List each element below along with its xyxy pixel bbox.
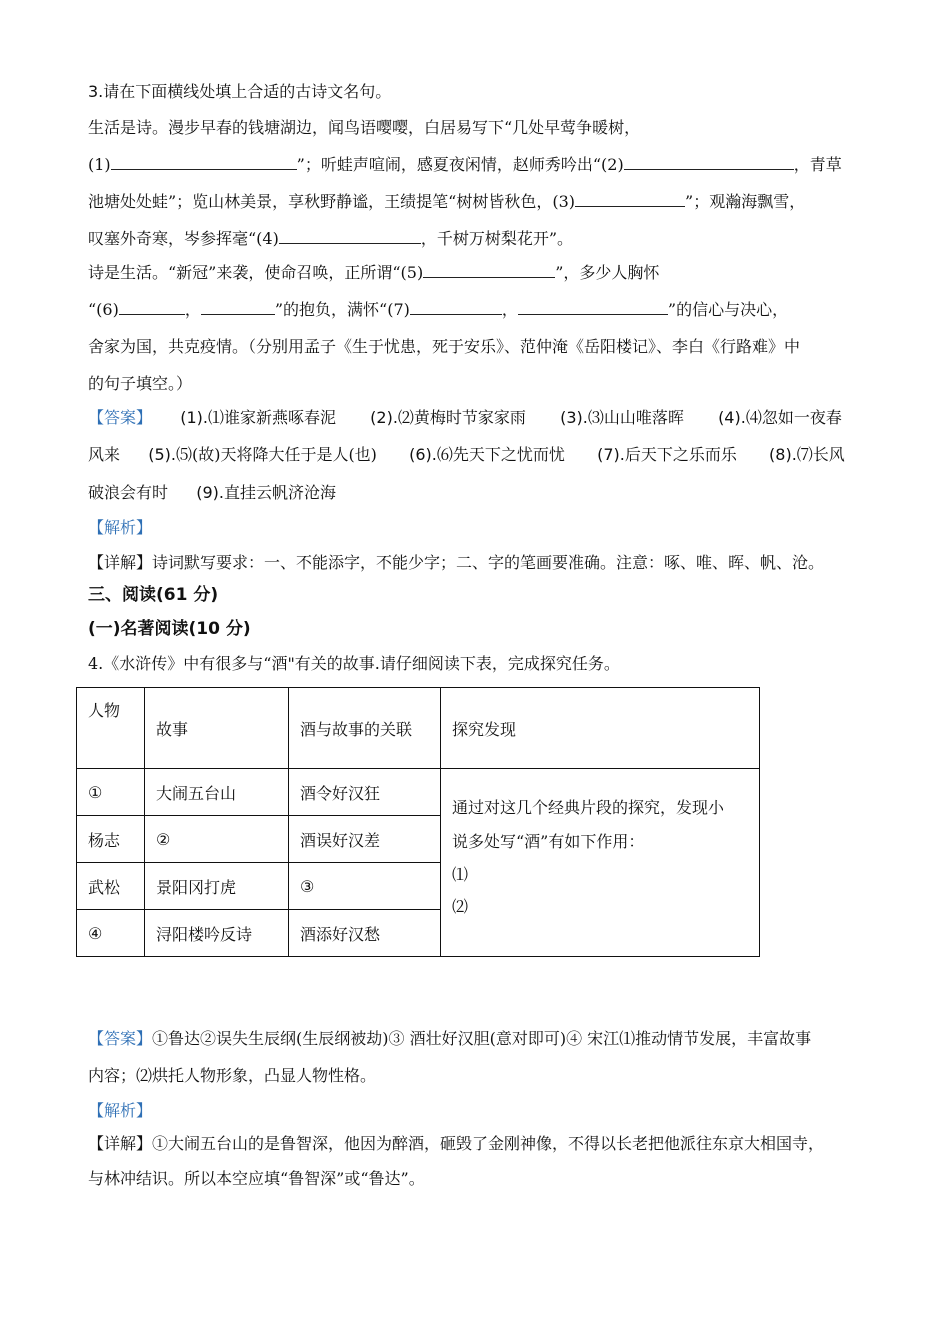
answer-num: (4). (718, 408, 746, 427)
answer-label: 【答案】 (88, 408, 153, 427)
q3-line-6-e: ”的信心与决心， (667, 300, 789, 319)
cell-story: 景阳冈打虎 (145, 863, 289, 910)
cell-relation: 酒令好汉狂 (289, 769, 441, 816)
q3-line-3-start: 池塘处处蛙”；览山林美景，享秋野静谧，王绩提笔“树树皆秋色，(3) (88, 192, 576, 211)
q3-answer-line-3 (88, 482, 336, 504)
blank-1[interactable] (111, 154, 297, 170)
q3-line-4-end: ，千树万树梨花开”。 (420, 229, 574, 248)
answer-num: (9). (196, 483, 224, 502)
q4-detail-line-2: 与林冲结识。所以本空应填“鲁智深”或“鲁达”。 (88, 1169, 425, 1188)
q3-line-6-c: ”的抱负，满怀“(7) (274, 300, 410, 319)
answer-text: 破浪会有时 (88, 483, 169, 502)
cell-relation: 酒误好汉差 (289, 816, 441, 863)
q3-line-7: 舍家为国，共克疫情。（分别用孟子《生于忧患，死于安乐》、范仲淹《岳阳楼记》、李白《行路难》中 (88, 337, 801, 356)
answer-num: (1). (180, 408, 208, 427)
cell-character: ① (77, 769, 145, 816)
answer-text: 风来 (88, 445, 121, 464)
table-row (77, 769, 760, 816)
table-header-row (77, 688, 760, 769)
answer-text: ⑷忽如一夜春 (745, 408, 842, 427)
q3-line-8: 的句子填空。） (88, 374, 193, 393)
header-findings: 探究发现 (441, 688, 760, 769)
q3-p2-start: 诗是生活。“新冠”来袭，使命召唤，正所谓“(5) (88, 263, 424, 282)
q3-line-6-d: ， (501, 300, 518, 319)
cell-character: 武松 (77, 863, 145, 910)
blank-7b[interactable] (518, 299, 668, 315)
blank-3[interactable] (575, 191, 685, 207)
q3-p2-end: ”，多少人胸怀 (555, 263, 660, 282)
answer-text: ⑺长风 (796, 445, 845, 464)
finding-line: ⑴ (452, 865, 469, 884)
blank-6a[interactable] (119, 299, 185, 315)
answer-num: (5). (148, 445, 176, 464)
header-character: 人物 (77, 688, 145, 769)
exploration-table (76, 687, 760, 957)
section-heading-reading: 三、阅读(61 分) (88, 585, 219, 605)
finding-line: ⑵ (452, 897, 469, 916)
answer-text: ⑴谁家新燕啄春泥 (207, 408, 336, 427)
cell-relation: ③ (289, 863, 441, 910)
blank-6b[interactable] (201, 299, 275, 315)
q4-title: 4.《水浒传》中有很多与“酒"有关的故事.请仔细阅读下表，完成探究任务。 (88, 654, 620, 673)
section-heading-classics: (一)名著阅读(10 分) (88, 619, 251, 639)
answer-num: (7). (597, 445, 625, 464)
q3-line-2-end: ，青草 (793, 155, 842, 174)
cell-story: 大闹五台山 (145, 769, 289, 816)
q3-answer-line-2 (88, 444, 845, 466)
q3-line-6 (88, 299, 788, 321)
q3-line-2-mid: ”；听蛙声喧闹，感夏夜闲情，赵师秀吟出“(2) (296, 155, 624, 174)
q3-line-3-end: ”；观瀚海飘雪， (685, 192, 806, 211)
q3-paragraph-1: 生活是诗。漫步早春的钱塘湖边，闻鸟语嘤嘤，白居易写下“几处早莺争暖树， (88, 118, 641, 137)
answer-text: ⑵黄梅时节家家雨 (397, 408, 526, 427)
q3-line-4-start: 叹塞外奇寒，岑参挥毫“(4) (88, 229, 279, 248)
answer-num: (2). (370, 408, 398, 427)
cell-character: ④ (77, 910, 145, 957)
finding-line: 通过对这几个经典片段的探究，发现小 (452, 798, 725, 817)
answer-text: ⑹先天下之忧而忧 (436, 445, 565, 464)
q3-line-3 (88, 191, 805, 213)
cell-findings (441, 769, 760, 957)
q4-answer-line-2: 内容；⑵烘托人物形象，凸显人物性格。 (88, 1066, 377, 1085)
blank-1-label: (1) (88, 155, 111, 174)
blank-7a[interactable] (410, 299, 502, 315)
q4-detail-line-1 (88, 1133, 824, 1155)
answer-num: (8). (769, 445, 797, 464)
answer-num: (6). (409, 445, 437, 464)
answer-text: 直挂云帆济沧海 (223, 483, 336, 502)
blank-5[interactable] (423, 262, 555, 278)
q4-analysis-label: 【解析】 (88, 1101, 153, 1120)
q3-detail (88, 552, 824, 574)
cell-relation: 酒添好汉愁 (289, 910, 441, 957)
q3-paragraph-2 (88, 262, 659, 284)
cell-character: 杨志 (77, 816, 145, 863)
q3-line-6-a: “(6) (88, 300, 119, 319)
blank-2[interactable] (624, 154, 794, 170)
q4-answer-line-1 (88, 1028, 811, 1050)
blank-4[interactable] (279, 228, 421, 244)
finding-line: 说多处写“酒”有如下作用： (452, 832, 645, 851)
q3-answer-line-1 (88, 407, 842, 429)
q3-line-2 (88, 154, 842, 176)
q3-analysis-label: 【解析】 (88, 518, 153, 537)
cell-story: 浔阳楼吟反诗 (145, 910, 289, 957)
detail-label: 【详解】 (88, 1134, 153, 1153)
answer-num: (3). (560, 408, 588, 427)
answer-text: ⑸(故)天将降大任于是人(也) (175, 445, 377, 464)
q3-line-6-b: ， (184, 300, 201, 319)
answer-text: ⑶山山唯落晖 (587, 408, 684, 427)
answer-text: 后天下之乐而乐 (624, 445, 737, 464)
header-story: 故事 (145, 688, 289, 769)
answer-label: 【答案】 (88, 1029, 153, 1048)
cell-story: ② (145, 816, 289, 863)
detail-text: 诗词默写要求：一、不能添字，不能少字；二、字的笔画要准确。注意：啄、唯、晖、帆、沧。 (152, 553, 825, 572)
detail-label: 【详解】 (88, 553, 153, 572)
detail-text: ①大闹五台山的是鲁智深，他因为醉酒，砸毁了金刚神像，不得以长老把他派往东京大相国寺， (152, 1134, 825, 1153)
header-wine-relation: 酒与故事的关联 (289, 688, 441, 769)
answer-text: ①鲁达②误失生辰纲(生辰纲被劫)③ 酒壮好汉胆(意对即可)④ 宋江⑴推动情节发展，丰富故事 (152, 1029, 812, 1048)
q3-line-4 (88, 228, 573, 250)
q3-title: 3.请在下面横线处填上合适的古诗文名句。 (88, 82, 392, 101)
